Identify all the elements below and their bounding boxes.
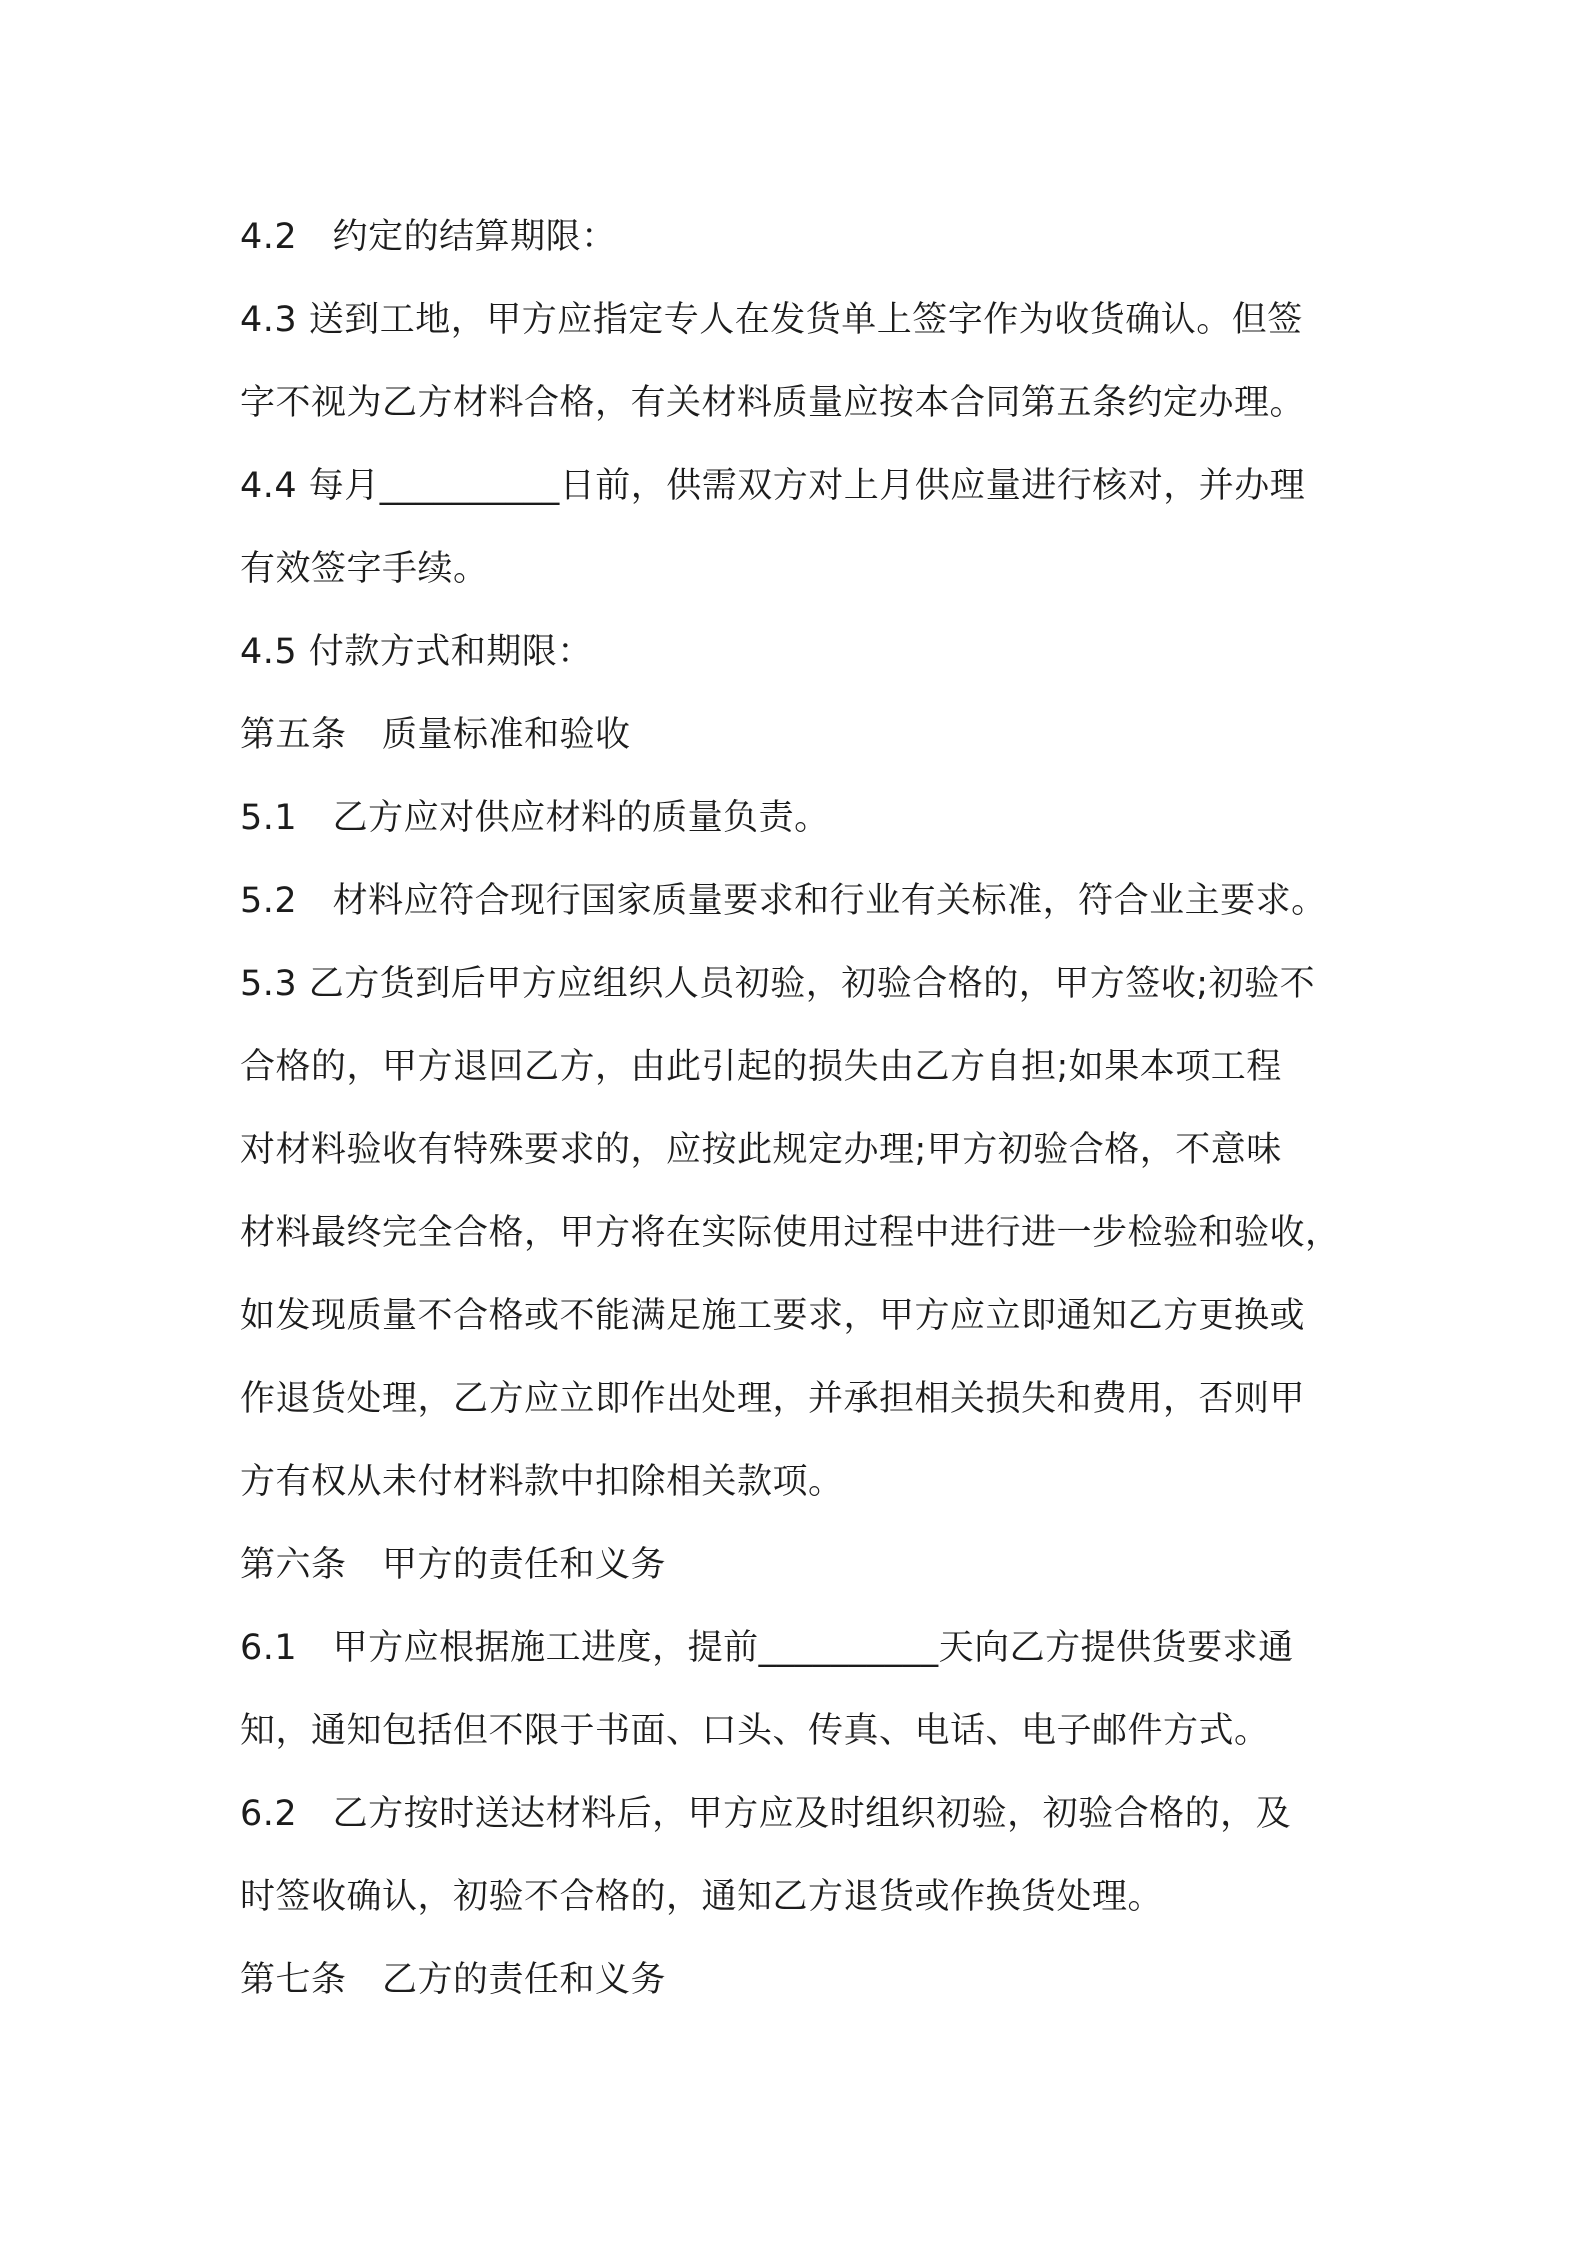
clause-5-3-line-2: 合格的，甲方退回乙方，由此引起的损失由乙方自担;如果本项工程 <box>240 1047 1282 1087</box>
clause-5-3-line-3: 对材料验收有特殊要求的，应按此规定办理;甲方初验合格，不意味 <box>240 1130 1282 1170</box>
article-6-heading: 第六条 甲方的责任和义务 <box>240 1545 667 1585</box>
clause-4-5: 4.5 付款方式和期限： <box>240 632 593 672</box>
clause-4-4-line-1: 4.4 每月__________日前，供需双方对上月供应量进行核对，并办理 <box>240 466 1306 506</box>
clause-6-1-line-1: 6.1 甲方应根据施工进度，提前__________天向乙方提供货要求通 <box>240 1628 1294 1668</box>
clause-6-2-line-2: 时签收确认，初验不合格的，通知乙方退货或作换货处理。 <box>240 1877 1164 1917</box>
article-5-heading: 第五条 质量标准和验收 <box>240 715 631 755</box>
clause-4-2: 4.2 约定的结算期限： <box>240 217 617 257</box>
clause-5-3-line-1: 5.3 乙方货到后甲方应组织人员初验，初验合格的，甲方签收;初验不 <box>240 964 1316 1004</box>
clause-6-1-line-2: 知，通知包括但不限于书面、口头、传真、电话、电子邮件方式。 <box>240 1711 1270 1751</box>
clause-5-3-line-6: 作退货处理，乙方应立即作出处理，并承担相关损失和费用，否则甲 <box>240 1379 1306 1419</box>
clause-5-3-line-7: 方有权从未付材料款中扣除相关款项。 <box>240 1462 844 1502</box>
clause-4-4-line-2: 有效签字手续。 <box>240 549 489 589</box>
clause-4-3-line-1: 4.3 送到工地，甲方应指定专人在发货单上签字作为收货确认。但签 <box>240 300 1303 340</box>
clause-5-1: 5.1 乙方应对供应材料的质量负责。 <box>240 798 830 838</box>
clause-5-3-line-4: 材料最终完全合格，甲方将在实际使用过程中进行进一步检验和验收， <box>240 1213 1341 1253</box>
clause-5-2: 5.2 材料应符合现行国家质量要求和行业有关标准，符合业主要求。 <box>240 881 1327 921</box>
clause-4-3-line-2: 字不视为乙方材料合格，有关材料质量应按本合同第五条约定办理。 <box>240 383 1306 423</box>
article-7-heading: 第七条 乙方的责任和义务 <box>240 1960 667 2000</box>
clause-5-3-line-5: 如发现质量不合格或不能满足施工要求，甲方应立即通知乙方更换或 <box>240 1296 1306 1336</box>
document-body <box>240 196 1370 2022</box>
clause-6-2-line-1: 6.2 乙方按时送达材料后，甲方应及时组织初验，初验合格的，及 <box>240 1794 1292 1834</box>
